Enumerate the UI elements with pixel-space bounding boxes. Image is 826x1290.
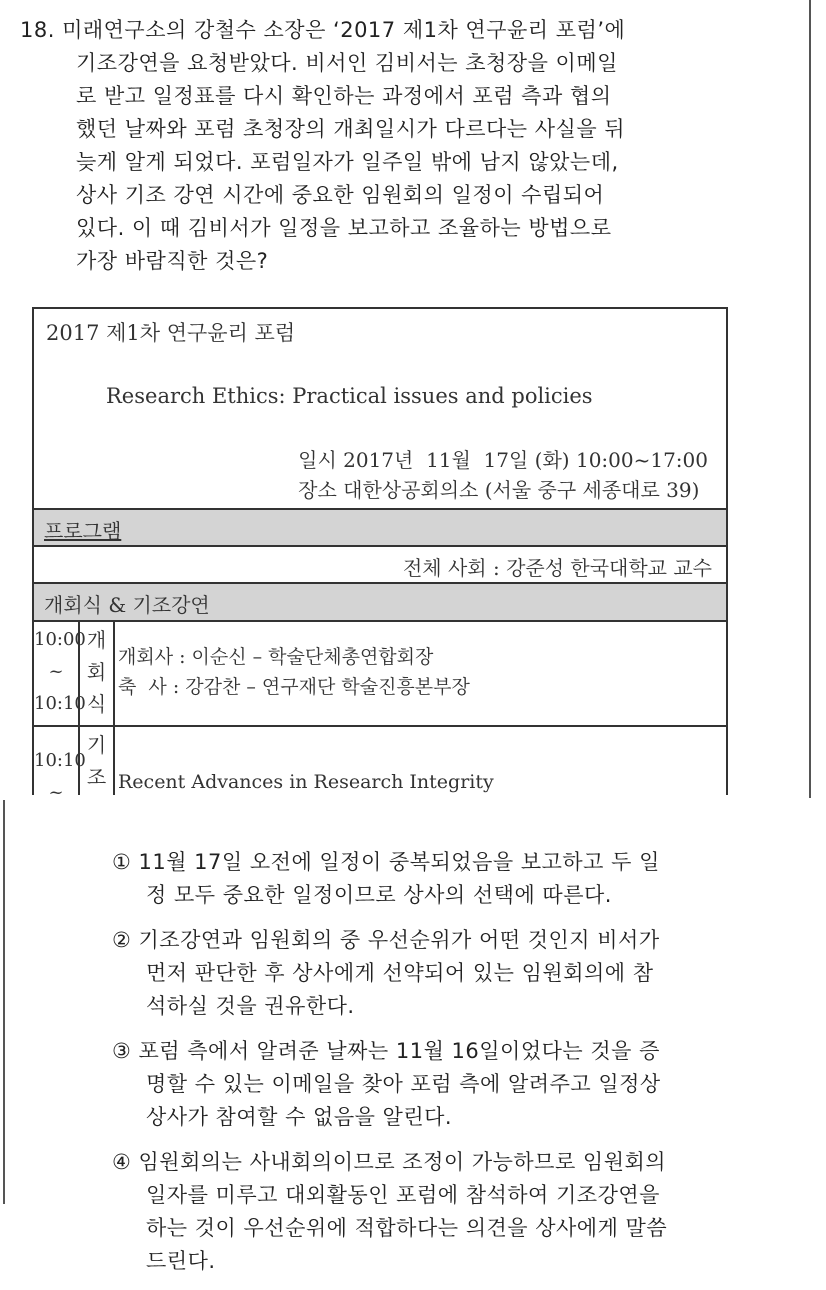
schedule-row [34, 620, 726, 726]
time-tilde: ~ [48, 782, 64, 795]
option-line: 먼저 판단한 후 상사에게 선약되어 있는 임원회의에 참 [146, 961, 654, 985]
option-line: 석하실 것을 권유한다. [146, 994, 355, 1018]
question-line: 기조강연을 요청받았다. 비서인 김비서는 초청장을 이메일 [76, 51, 618, 75]
option-line: ① 11월 17일 오전에 일정이 중복되었음을 보고하고 두 일 [112, 850, 660, 874]
label-char: 조 [86, 765, 107, 789]
column-divider [3, 800, 5, 1204]
invite-subtitle: Research Ethics: Practical issues and policies [106, 384, 593, 408]
question-line: 가장 바람직한 것은? [76, 249, 269, 273]
label-char: 개 [86, 628, 107, 652]
host-row [34, 545, 726, 583]
forum-invitation-image [32, 307, 728, 795]
question-line: 상사 기조 강연 시간에 중요한 임원회의 일정이 수립되어 [76, 183, 605, 207]
section-header [34, 582, 726, 621]
time-cell [34, 622, 86, 726]
session-content [118, 767, 494, 795]
answer-options [112, 846, 667, 1290]
start-time: 10:00 [34, 629, 86, 650]
option-2[interactable] [112, 924, 667, 1023]
option-line: ④ 임원회의는 사내회의이므로 조정이 가능하므로 임원회의 [112, 1150, 667, 1174]
question-text [20, 14, 625, 278]
start-time: 10:10 [34, 750, 86, 771]
label-char: 식 [86, 692, 107, 716]
end-time: 10:10 [34, 693, 86, 714]
option-3[interactable] [112, 1035, 667, 1134]
option-1[interactable] [112, 846, 667, 912]
label-char: 기 [86, 733, 107, 757]
session-label [80, 727, 115, 795]
question-line: 했던 날짜와 포럼 초청장의 개최일시가 다르다는 사실을 뒤 [76, 117, 626, 141]
time-tilde: ~ [48, 661, 64, 682]
label-char: 회 [86, 660, 107, 684]
question-line: 로 받고 일정표를 다시 확인하는 과정에서 포럼 측과 협의 [76, 84, 612, 108]
option-line: 일자를 미루고 대외활동인 포럼에 참석하여 기조강연을 [146, 1183, 660, 1207]
time-cell [34, 727, 86, 795]
option-line: 드린다. [146, 1249, 216, 1273]
option-line: ③ 포럼 측에서 알려준 날짜는 11월 16일이었다는 것을 증 [112, 1039, 660, 1063]
content-line: Recent Advances in Research Integrity [118, 771, 494, 793]
option-4[interactable] [112, 1146, 667, 1278]
option-line: 하는 것이 우선순위에 적합하다는 의견을 상사에게 말씀 [146, 1216, 668, 1240]
invite-details [298, 445, 708, 505]
content-line: 개회사 : 이순신 – 학술단체총연합회장 [118, 646, 434, 668]
option-line: 명할 수 있는 이메일을 찾아 포럼 측에 알려주고 일정상 [146, 1072, 661, 1096]
program-label: 프로그램 [44, 519, 122, 543]
column-divider [809, 0, 811, 798]
schedule-row [34, 725, 726, 795]
option-line: ② 기조강연과 임원회의 중 우선순위가 어떤 것인지 비서가 [112, 928, 660, 952]
question-line: 늦게 알게 되었다. 포럼일자가 일주일 밖에 남지 않았는데, [76, 150, 619, 174]
content-line: 축 사 : 강감찬 – 연구재단 학술진흥본부장 [118, 676, 470, 698]
invite-place: 장소 대한상공회의소 (서울 중구 세종대로 39) [298, 478, 700, 502]
question-line: 있다. 이 때 김비서가 일정을 보고하고 조율하는 방법으로 [76, 216, 612, 240]
invite-title: 2017 제1차 연구윤리 포럼 [46, 321, 296, 345]
section-label: 개회식 & 기조강연 [44, 593, 210, 617]
option-line: 상사가 참여할 수 없음을 알린다. [146, 1105, 453, 1129]
session-content [118, 642, 470, 702]
invite-date: 일시 2017년 11월 17일 (화) 10:00~17:00 [298, 448, 708, 472]
program-header [34, 508, 726, 546]
host-text: 전체 사회 : 강준성 한국대학교 교수 [402, 556, 712, 580]
option-line: 정 모두 중요한 일정이므로 상사의 선택에 따른다. [146, 883, 612, 907]
session-label [80, 622, 115, 726]
question-line: 18. 미래연구소의 강철수 소장은 ‘2017 제1차 연구윤리 포럼’에 [20, 18, 626, 42]
